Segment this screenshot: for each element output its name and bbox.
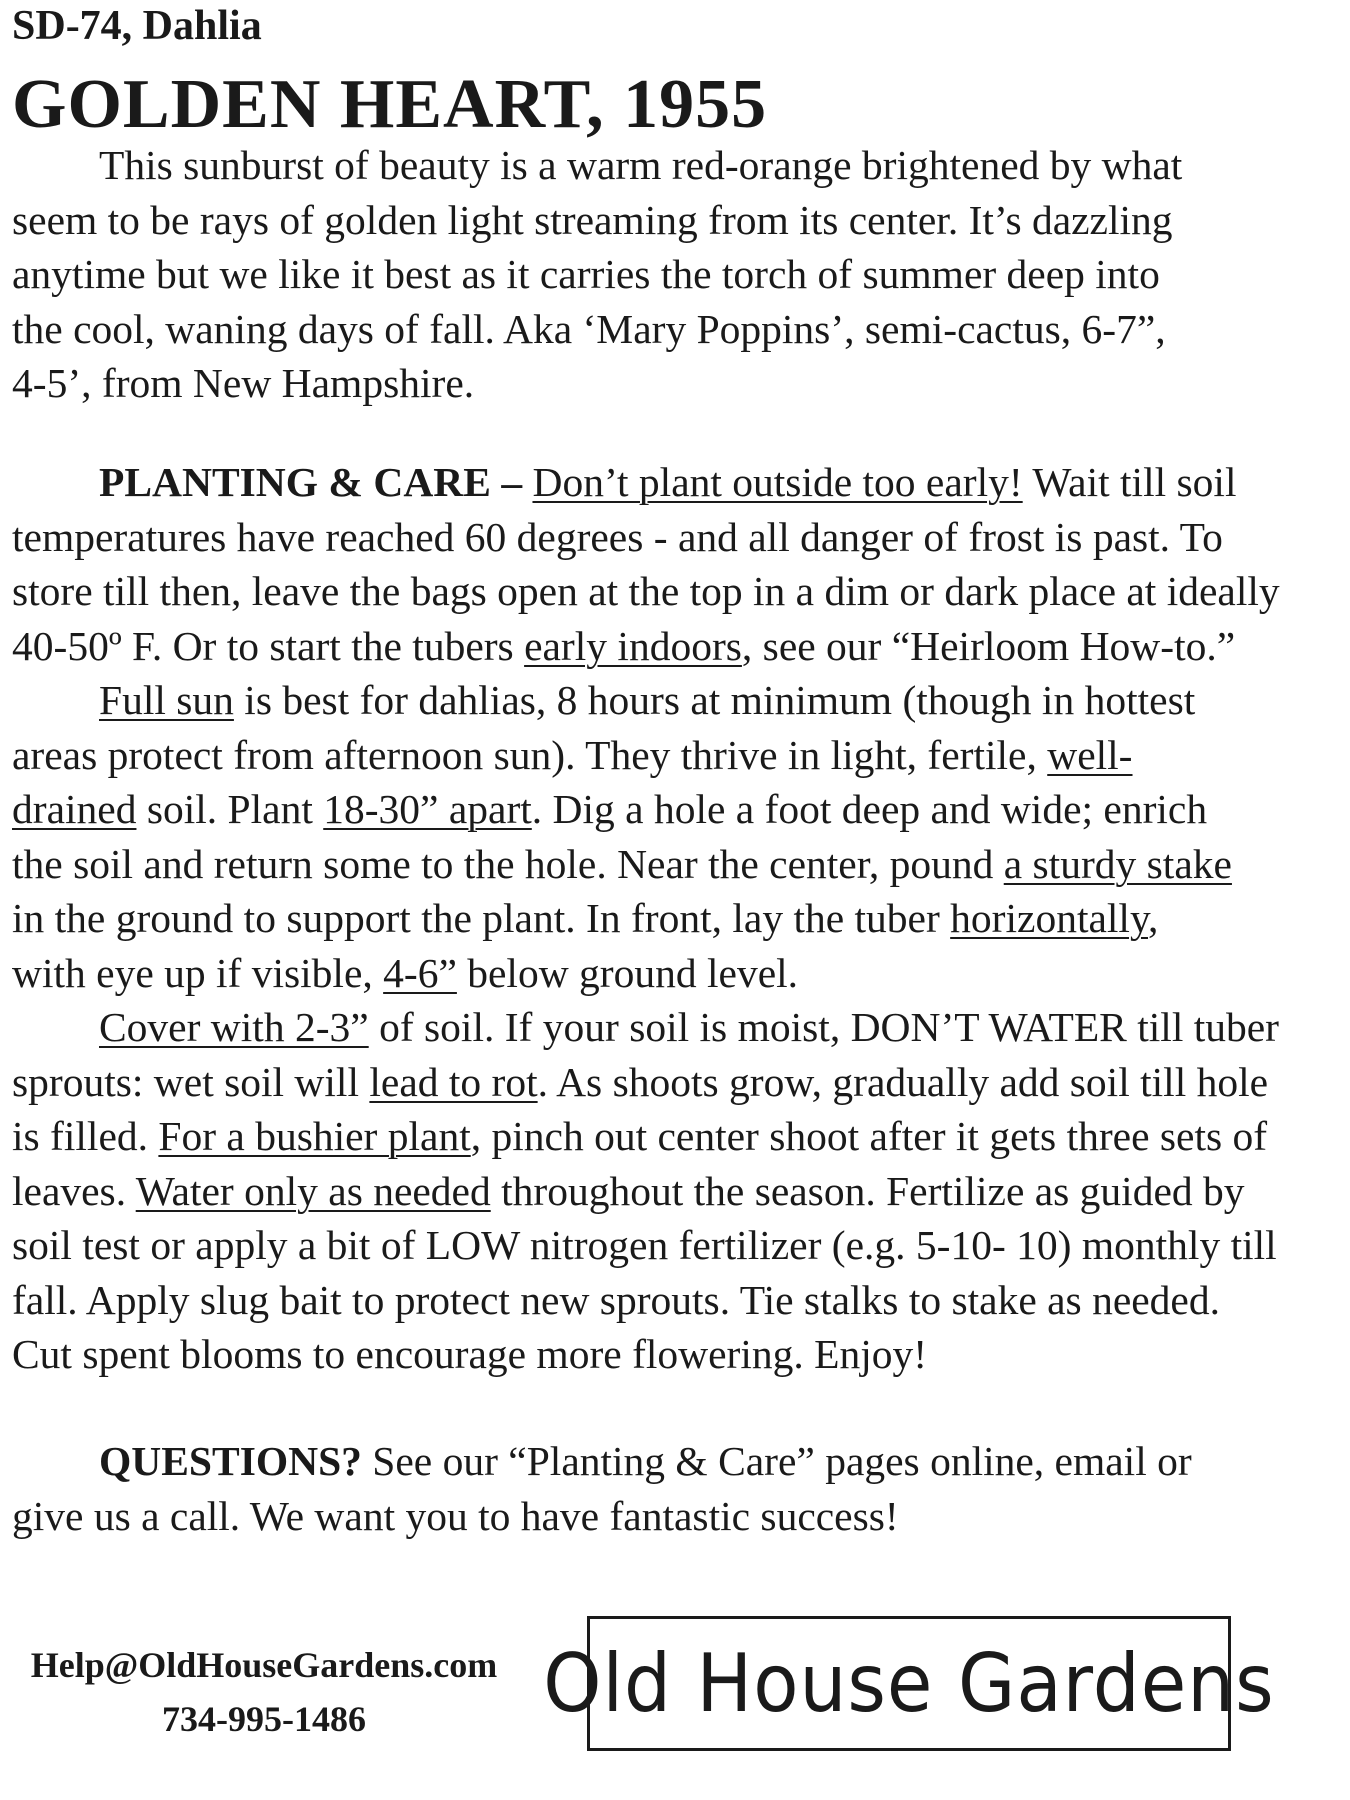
- planting-text: is filled.: [12, 1113, 159, 1159]
- planting-line: Cut spent blooms to encourage more flowering. Enjoy!: [12, 1331, 928, 1377]
- product-code: SD-74, Dahlia: [12, 3, 262, 49]
- planting-line: [12, 891, 1312, 946]
- intro-line: anytime but we like it best as it carries the torch of summer deep into: [12, 251, 1160, 297]
- product-title: GOLDEN HEART, 1955: [12, 66, 768, 143]
- intro-line: 4-5’, from New Hampshire.: [12, 360, 475, 406]
- planting-text: . Dig a hole a foot deep and wide; enrich: [531, 786, 1208, 832]
- planting-text: below ground level.: [456, 949, 799, 996]
- planting-line: [12, 1055, 1312, 1110]
- planting-text: Wait till soil: [1022, 459, 1237, 505]
- company-logo: [543, 1616, 1275, 1751]
- underlined-text: Water only as needed: [135, 1167, 491, 1214]
- planting-line: [12, 946, 1312, 1001]
- underlined-text: horizontally: [950, 895, 1149, 941]
- questions-section: [12, 1434, 1312, 1543]
- contact-info: [14, 1638, 514, 1746]
- planting-text: leaves.: [12, 1167, 136, 1214]
- planting-text: 40-50º F. Or to start the tubers: [12, 622, 525, 669]
- planting-heading: PLANTING & CARE –: [99, 459, 533, 505]
- underlined-text: drained: [12, 786, 137, 832]
- planting-line: [12, 673, 1312, 728]
- questions-line: give us a call. We want you to have fantastic success!: [12, 1492, 899, 1539]
- planting-text: ,: [1148, 895, 1159, 941]
- planting-line: fall. Apply slug bait to protect new sprouts. Tie stalks to stake as needed.: [12, 1276, 1220, 1323]
- planting-line: [12, 1109, 1312, 1164]
- intro-paragraph: [12, 138, 1312, 411]
- planting-text: soil. Plant: [136, 786, 324, 832]
- underlined-text: Full sun: [99, 677, 234, 723]
- planting-text: , see our “Heirloom How-to.”: [741, 622, 1236, 669]
- planting-line: [12, 837, 1312, 892]
- planting-care-section: [12, 455, 1312, 1382]
- questions-text: See our “Planting & Care” pages online, email or: [361, 1438, 1192, 1484]
- planting-line: [12, 728, 1312, 783]
- planting-line: [12, 619, 1312, 674]
- planting-line: store till then, leave the bags open at the top in a dim or dark place at ideally: [12, 568, 1280, 614]
- questions-line: [12, 1434, 1312, 1489]
- underlined-text: well-: [1047, 731, 1133, 778]
- planting-text: with eye up if visible,: [12, 949, 384, 996]
- planting-text: is best for dahlias, 8 hours at minimum (though in hottest: [233, 677, 1196, 723]
- underlined-text: 18-30” apart: [323, 786, 532, 832]
- questions-heading: QUESTIONS?: [99, 1438, 362, 1484]
- planting-text: the soil and return some to the hole. Near the center, pound: [12, 840, 1004, 887]
- underlined-text: Don’t plant outside too early!: [532, 459, 1023, 505]
- underlined-text: a sturdy stake: [1003, 840, 1232, 887]
- planting-text: areas protect from afternoon sun). They thrive in light, fertile,: [12, 731, 1048, 778]
- underlined-text: Cover with 2-3”: [99, 1004, 369, 1050]
- planting-text: of soil. If your soil is moist, DON’T WATER till tuber: [368, 1004, 1279, 1050]
- planting-line: soil test or apply a bit of LOW nitrogen fertilizer (e.g. 5-10- 10) monthly till: [12, 1222, 1277, 1268]
- planting-text: , pinch out center shoot after it gets three sets of: [470, 1113, 1268, 1159]
- planting-line: temperatures have reached 60 degrees - and all danger of frost is past. To: [12, 513, 1223, 560]
- logo-wordmark: Old House Gardens: [543, 1637, 1275, 1730]
- planting-text: . As shoots grow, gradually add soil till hole: [537, 1058, 1269, 1105]
- intro-line: seem to be rays of golden light streaming from its center. It’s dazzling: [12, 196, 1173, 243]
- underlined-text: early indoors: [524, 622, 742, 669]
- planting-line: [12, 782, 1312, 837]
- planting-text: sprouts: wet soil will: [12, 1058, 370, 1105]
- planting-line: [12, 1000, 1312, 1055]
- email-address: Help@OldHouseGardens.com: [30, 1645, 498, 1685]
- intro-line: the cool, waning days of fall. Aka ‘Mary Poppins’, semi-cactus, 6-7”,: [12, 305, 1166, 352]
- planting-text: in the ground to support the plant. In front, lay the tuber: [12, 895, 951, 941]
- underlined-text: lead to rot: [369, 1058, 538, 1105]
- intro-line: This sunburst of beauty is a warm red-orange brightened by what: [99, 142, 1183, 188]
- planting-line: [12, 1164, 1312, 1219]
- underlined-text: For a bushier plant: [158, 1113, 471, 1159]
- planting-line: [12, 455, 1312, 510]
- planting-text: throughout the season. Fertilize as guided by: [490, 1167, 1245, 1214]
- phone-number: 734-995-1486: [162, 1699, 366, 1739]
- underlined-text: 4-6”: [383, 949, 457, 996]
